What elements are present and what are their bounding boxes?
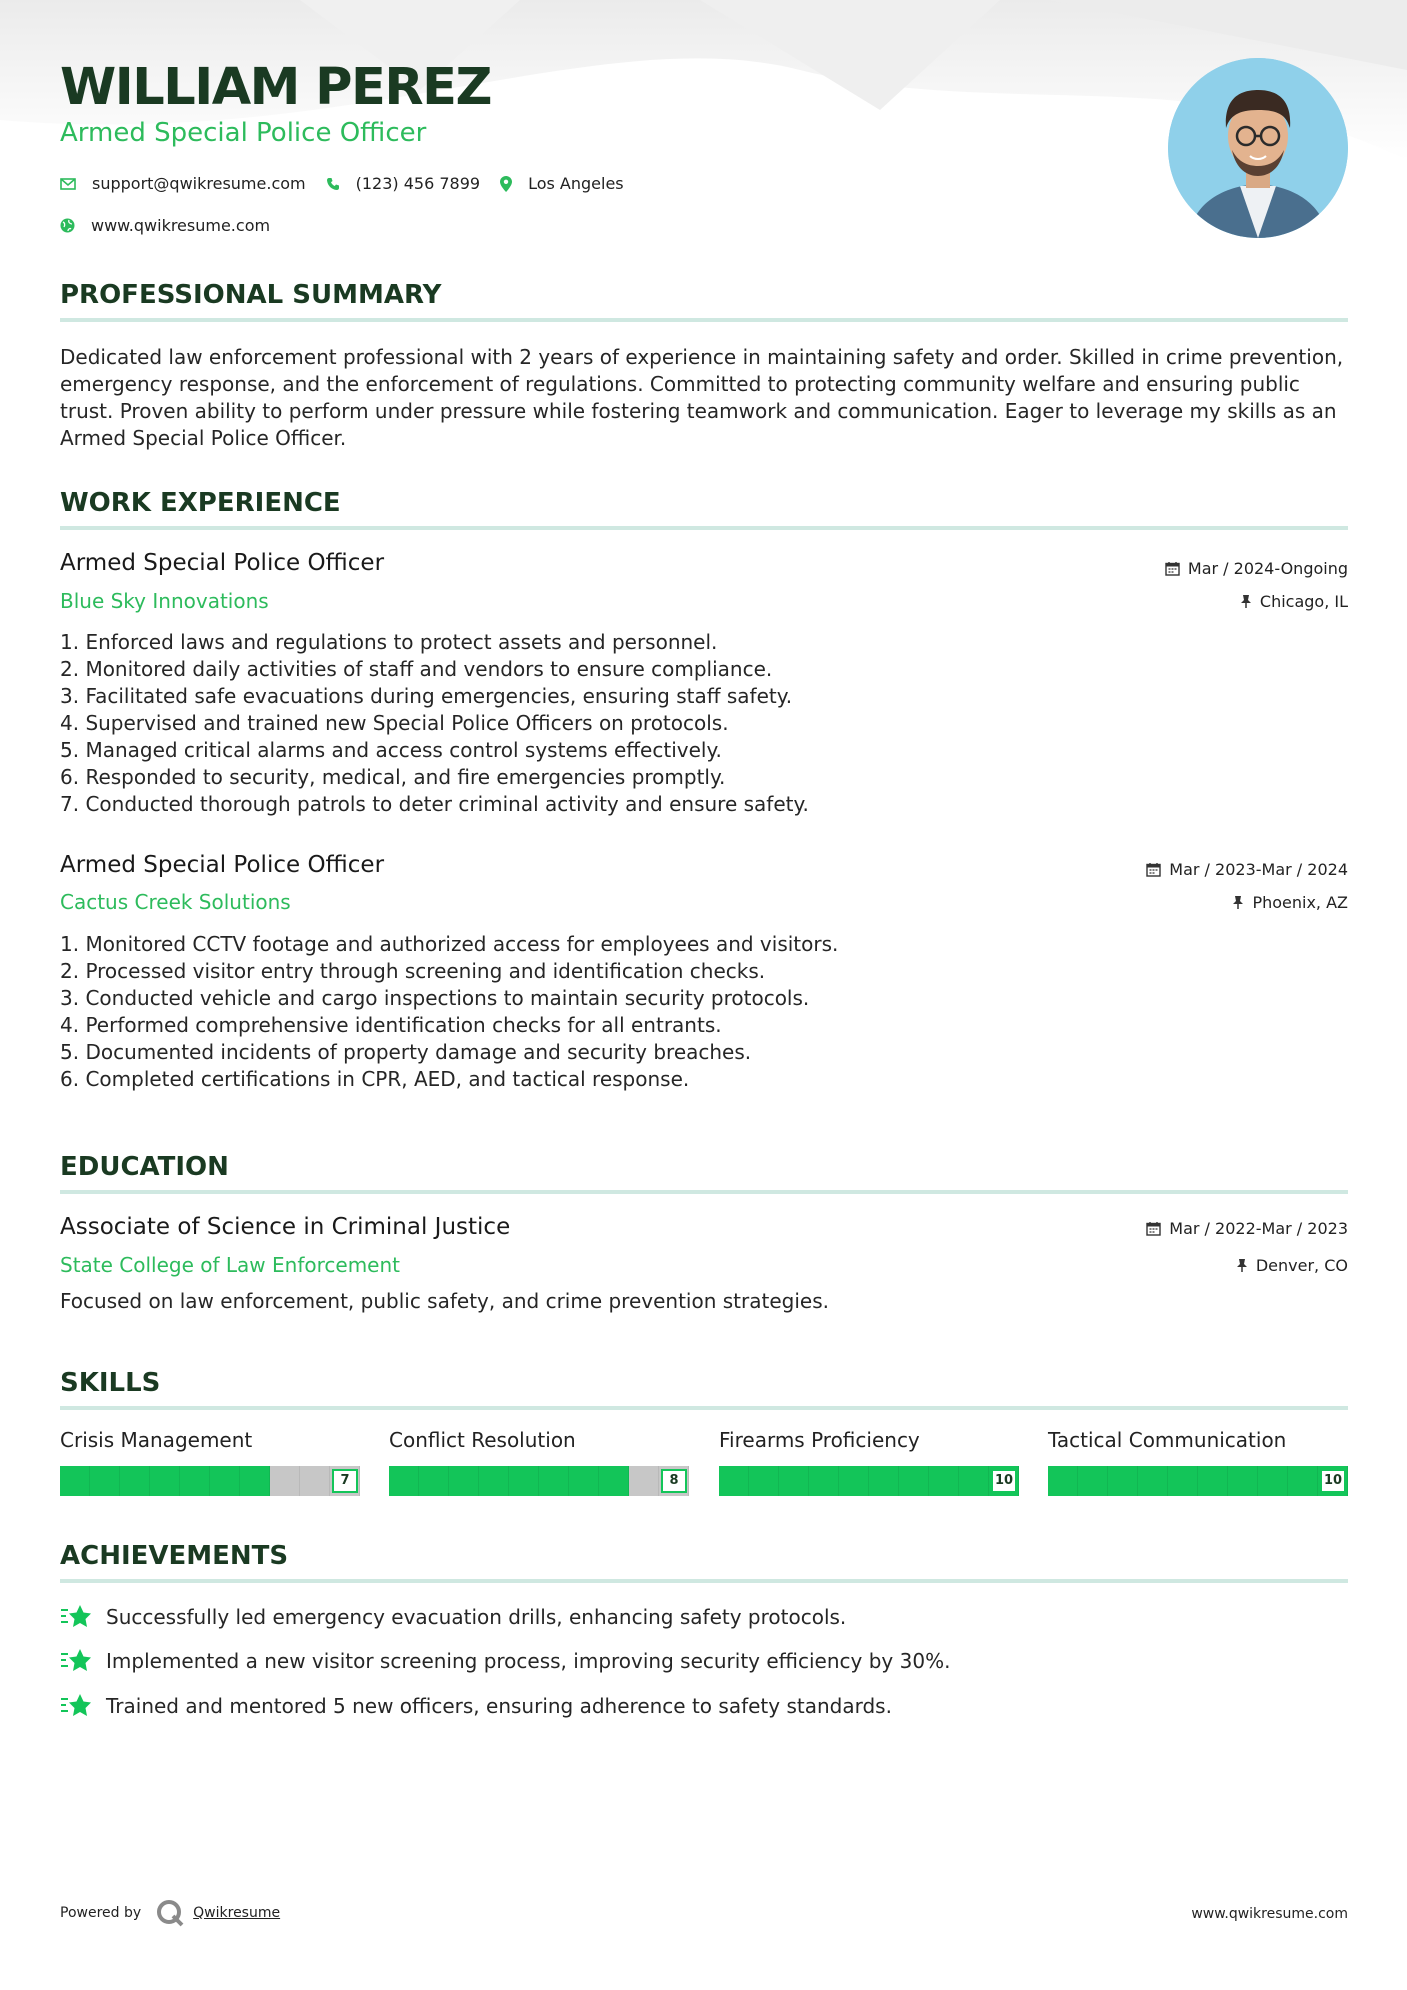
skill-level-bar xyxy=(60,1466,360,1496)
job-location xyxy=(1232,893,1348,912)
phone-text: (123) 456 7899 xyxy=(355,174,481,193)
skill-level-bar xyxy=(719,1466,1019,1496)
skill-segment xyxy=(60,1466,90,1496)
skill-segment xyxy=(539,1466,569,1496)
skill-segment xyxy=(180,1466,210,1496)
education-location-text: Denver, CO xyxy=(1255,1256,1348,1275)
skill-segment xyxy=(749,1466,779,1496)
summary-text: Dedicated law enforcement professional with 2 years of experience in maintaining safety and order. Skilled in crime prevention, emergency response, and the enforcement of regulations. Committed to protecting community welfare and ensuring public trust. Proven ability to perform under pressure while fostering teamwork and communication. Eager to leverage my skills as an Armed Special Police Officer. xyxy=(60,345,1344,450)
list-item: 3. Conducted vehicle and cargo inspections to maintain security protocols. xyxy=(60,986,810,1010)
skills-heading: SKILLS xyxy=(60,1368,1348,1410)
skill-segment xyxy=(449,1466,479,1496)
skill-name: Conflict Resolution xyxy=(389,1428,576,1452)
skill-level-bar xyxy=(389,1466,689,1496)
skill-level-badge: 10 xyxy=(1320,1469,1346,1493)
star-award-icon xyxy=(60,1648,92,1674)
job-dates-text: Mar / 2023-Mar / 2024 xyxy=(1169,860,1348,879)
list-item: 5. Managed critical alarms and access control systems effectively. xyxy=(60,738,722,762)
skill-segment xyxy=(300,1466,330,1496)
location-text: Los Angeles xyxy=(528,174,624,193)
skill-segment xyxy=(779,1466,809,1496)
website-item[interactable] xyxy=(60,216,270,235)
skill-level-badge: 8 xyxy=(661,1469,687,1493)
achievement-text: Trained and mentored 5 new officers, ensuring adherence to safety standards. xyxy=(106,1694,892,1718)
envelope-icon xyxy=(60,178,76,190)
list-item: 2. Monitored daily activities of staff and vendors to ensure compliance. xyxy=(60,657,773,681)
phone-icon xyxy=(326,177,340,191)
contact-row-primary xyxy=(60,174,624,193)
skill-item xyxy=(719,1428,1019,1496)
skill-segment xyxy=(240,1466,270,1496)
list-item: 6. Completed certifications in CPR, AED, and tactical response. xyxy=(60,1067,690,1091)
globe-icon xyxy=(60,218,75,233)
profile-photo-illustration xyxy=(1168,58,1348,238)
skill-level-bar xyxy=(1048,1466,1348,1496)
job-bullet-list xyxy=(60,629,1160,818)
skill-segment xyxy=(210,1466,240,1496)
skill-name: Firearms Proficiency xyxy=(719,1428,920,1452)
skill-item xyxy=(389,1428,689,1496)
skill-segment xyxy=(869,1466,899,1496)
job-location-text: Phoenix, AZ xyxy=(1252,893,1348,912)
location-item xyxy=(500,174,624,193)
skill-segment xyxy=(629,1466,659,1496)
skill-segment xyxy=(1228,1466,1258,1496)
skill-segment xyxy=(809,1466,839,1496)
list-item: 3. Facilitated safe evacuations during emergencies, ensuring staff safety. xyxy=(60,684,793,708)
skill-segment xyxy=(1138,1466,1168,1496)
website-text: www.qwikresume.com xyxy=(91,216,271,235)
job-company: Blue Sky Innovations xyxy=(60,589,269,613)
job-location-text: Chicago, IL xyxy=(1259,592,1348,611)
email-item[interactable] xyxy=(60,174,306,193)
skill-segment xyxy=(419,1466,449,1496)
job-title: Armed Special Police Officer xyxy=(60,550,385,576)
education-description: Focused on law enforcement, public safety, and crime prevention strategies. xyxy=(60,1289,829,1313)
skill-segment xyxy=(1078,1466,1108,1496)
skill-segment xyxy=(389,1466,419,1496)
skill-segment xyxy=(509,1466,539,1496)
footer-powered-by xyxy=(60,1898,280,1928)
job-title: Armed Special Police Officer xyxy=(60,852,385,878)
skill-segment xyxy=(929,1466,959,1496)
skill-segment xyxy=(120,1466,150,1496)
skill-segment xyxy=(1048,1466,1078,1496)
skill-segment xyxy=(90,1466,120,1496)
pushpin-icon xyxy=(1232,895,1244,910)
pushpin-icon xyxy=(1240,594,1252,609)
skill-segment xyxy=(719,1466,749,1496)
achievement-item xyxy=(60,1693,892,1719)
profile-photo xyxy=(1168,58,1348,238)
pushpin-icon xyxy=(1236,1258,1248,1273)
email-text: support@qwikresume.com xyxy=(92,174,306,193)
skill-segment xyxy=(1288,1466,1318,1496)
achievement-text: Successfully led emergency evacuation drills, enhancing safety protocols. xyxy=(106,1605,847,1629)
summary-heading: PROFESSIONAL SUMMARY xyxy=(60,280,1348,322)
candidate-role: Armed Special Police Officer xyxy=(60,118,427,148)
experience-heading: WORK EXPERIENCE xyxy=(60,488,1348,530)
skill-segment xyxy=(1168,1466,1198,1496)
skill-segment xyxy=(479,1466,509,1496)
list-item: 4. Performed comprehensive identification checks for all entrants. xyxy=(60,1013,722,1037)
skill-segment xyxy=(899,1466,929,1496)
job-dates xyxy=(1146,860,1348,879)
powered-by-label: Powered by xyxy=(60,1905,142,1921)
job-location xyxy=(1240,592,1348,611)
education-dates xyxy=(1146,1219,1348,1238)
footer-website[interactable]: www.qwikresume.com xyxy=(1191,1906,1348,1922)
skill-name: Crisis Management xyxy=(60,1428,253,1452)
skill-segment xyxy=(1198,1466,1228,1496)
education-location xyxy=(1236,1256,1348,1275)
skill-segment xyxy=(1258,1466,1288,1496)
calendar-icon xyxy=(1146,1221,1161,1236)
phone-item[interactable] xyxy=(326,174,480,193)
job-company: Cactus Creek Solutions xyxy=(60,890,291,914)
skill-item xyxy=(60,1428,360,1496)
qwikresume-logo-icon xyxy=(155,1898,185,1928)
list-item: 1. Monitored CCTV footage and authorized access for employees and visitors. xyxy=(60,932,839,956)
list-item: 4. Supervised and trained new Special Police Officers on protocols. xyxy=(60,711,729,735)
calendar-icon xyxy=(1146,862,1161,877)
skill-segment xyxy=(959,1466,989,1496)
skill-name: Tactical Communication xyxy=(1048,1428,1287,1452)
qwikresume-link[interactable]: Qwikresume xyxy=(193,1905,281,1921)
list-item: 6. Responded to security, medical, and fire emergencies promptly. xyxy=(60,765,726,789)
contact-row-secondary xyxy=(60,216,270,235)
job-bullet-list xyxy=(60,931,1160,1093)
list-item: 5. Documented incidents of property damage and security breaches. xyxy=(60,1040,752,1064)
list-item: 2. Processed visitor entry through screening and identification checks. xyxy=(60,959,766,983)
education-heading: EDUCATION xyxy=(60,1152,1348,1194)
map-pin-icon xyxy=(500,176,512,192)
skill-segment xyxy=(599,1466,629,1496)
skill-level-badge: 10 xyxy=(991,1469,1017,1493)
skill-item xyxy=(1048,1428,1348,1496)
list-item: 7. Conducted thorough patrols to deter criminal activity and ensure safety. xyxy=(60,792,809,816)
job-dates-text: Mar / 2024-Ongoing xyxy=(1187,559,1348,578)
list-item: 1. Enforced laws and regulations to protect assets and personnel. xyxy=(60,630,718,654)
achievement-item xyxy=(60,1604,846,1630)
skill-segment xyxy=(839,1466,869,1496)
skill-level-badge: 7 xyxy=(332,1469,358,1493)
skill-segment xyxy=(270,1466,300,1496)
star-award-icon xyxy=(60,1604,92,1630)
skill-segment xyxy=(569,1466,599,1496)
skill-segment xyxy=(1108,1466,1138,1496)
achievements-heading: ACHIEVEMENTS xyxy=(60,1541,1348,1583)
education-dates-text: Mar / 2022-Mar / 2023 xyxy=(1169,1219,1348,1238)
candidate-name: WILLIAM PEREZ xyxy=(60,58,491,117)
job-dates xyxy=(1165,559,1348,578)
star-award-icon xyxy=(60,1693,92,1719)
skill-segment xyxy=(150,1466,180,1496)
achievement-text: Implemented a new visitor screening process, improving security efficiency by 30%. xyxy=(106,1649,951,1673)
education-degree: Associate of Science in Criminal Justice xyxy=(60,1214,511,1240)
calendar-icon xyxy=(1165,561,1180,576)
achievement-item xyxy=(60,1648,950,1674)
education-school: State College of Law Enforcement xyxy=(60,1253,400,1277)
